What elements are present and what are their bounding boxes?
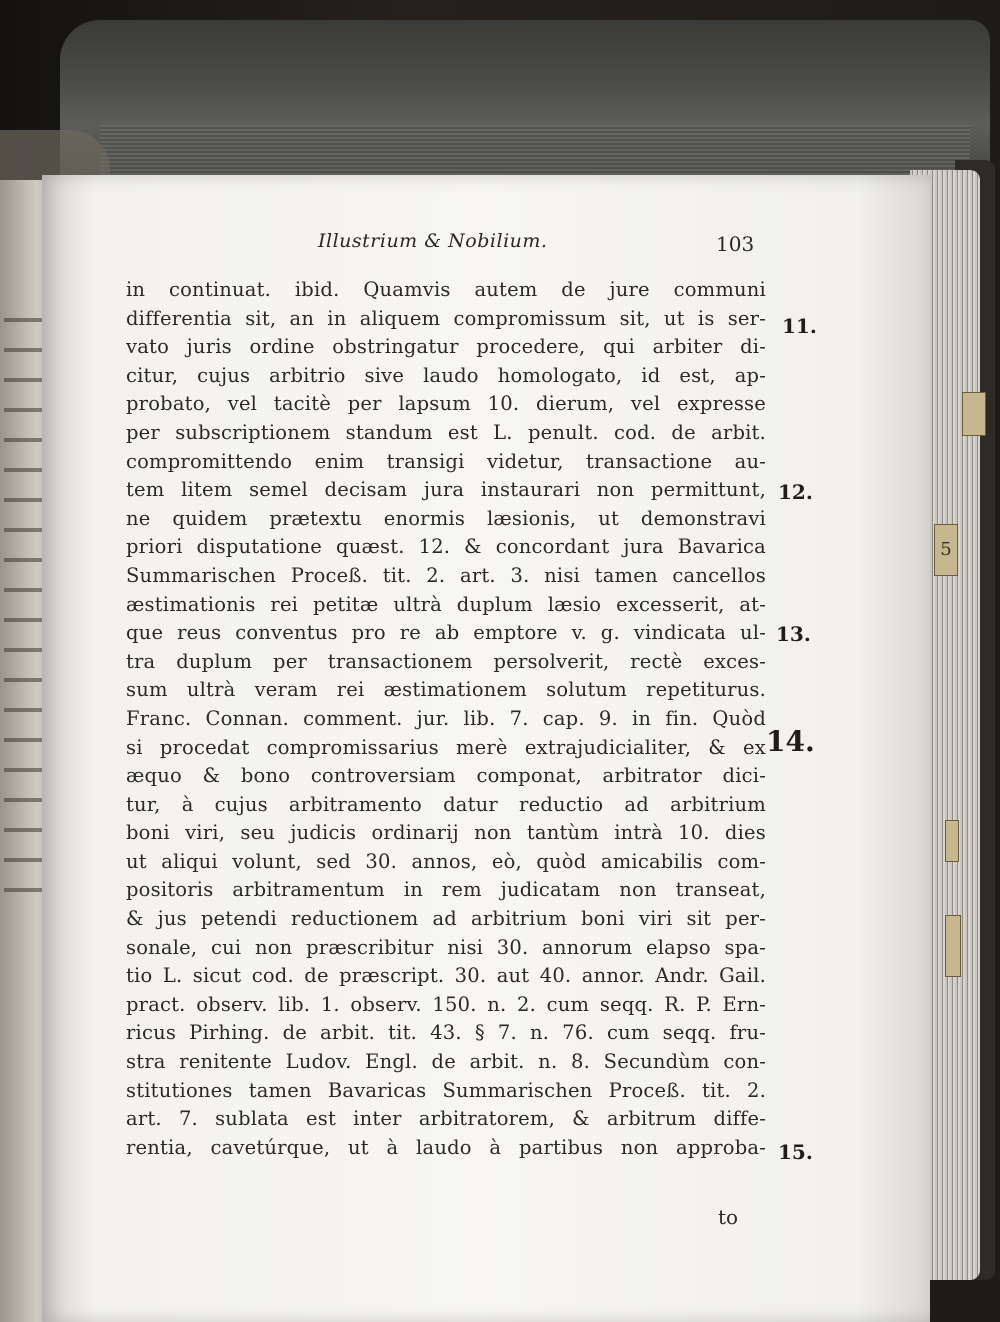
- text-line: que reus conventus pro re ab emptore v. g. vindicata ul-: [126, 621, 766, 645]
- running-title: Illustrium & Nobilium.: [318, 230, 548, 252]
- text-line: tra duplum per transactionem persolverit, rectè exces-: [126, 649, 766, 673]
- text-line: æstimationis rei petitæ ultrà duplum læsio excesserit, at-: [126, 592, 766, 616]
- thumb-tab: [962, 392, 986, 436]
- thumb-tab-label: 5: [940, 539, 952, 560]
- thumb-tab-5: [934, 524, 958, 576]
- text-line: ne quidem prætextu enormis læsionis, ut demonstravi: [126, 506, 766, 530]
- margin-number-14: 14.: [766, 725, 815, 758]
- body-text: [126, 276, 766, 1162]
- text-line: probato, vel tacitè per lapsum 10. dierum, vel expresse: [126, 392, 766, 416]
- text-line: tem litem semel decisam jura instaurari non permittunt,: [126, 478, 766, 502]
- margin-number-11: 11.: [782, 314, 817, 338]
- text-line: stra renitente Ludov. Engl. de arbit. n. 8. Secundùm con-: [126, 1050, 766, 1074]
- book-top-edge: [60, 20, 990, 195]
- margin-number-13: 13.: [776, 622, 811, 646]
- text-line: rentia, cavetúrque, ut à laudo à partibus non approba-: [126, 1135, 766, 1159]
- text-line: in continuat. ibid. Quamvis autem de jure communi: [126, 278, 766, 301]
- text-line: compromittendo enim transigi videtur, transactione au-: [126, 449, 766, 473]
- text-line: ricus Pirhing. de arbit. tit. 43. § 7. n. 76. cum seqq. fru-: [126, 1021, 766, 1045]
- left-page-text: [4, 300, 44, 900]
- text-line: tur, à cujus arbitramento datur reductio ad arbitrium: [126, 792, 766, 816]
- text-line: per subscriptionem standum est L. penult. cod. de arbit.: [126, 420, 766, 444]
- catchword: to: [718, 1205, 739, 1229]
- text-line: tio L. sicut cod. de præscript. 30. aut 40. annor. Andr. Gail.: [126, 964, 766, 988]
- text-line: ut aliqui volunt, sed 30. annos, eò, quòd amicabilis com-: [126, 849, 766, 873]
- text-line: Summarischen Proceß. tit. 2. art. 3. nisi tamen cancellos: [126, 563, 766, 587]
- text-line: art. 7. sublata est inter arbitratorem, & arbitrum diffe-: [126, 1107, 766, 1131]
- text-line: Franc. Connan. comment. jur. lib. 7. cap. 9. in fin. Quòd: [126, 706, 766, 730]
- text-line: differentia sit, an in aliquem compromissum sit, ut is ser-: [126, 306, 766, 330]
- thumb-tab: [945, 915, 961, 977]
- text-line: sonale, cui non præscribitur nisi 30. annorum elapso spa-: [126, 935, 766, 959]
- text-line: boni viri, seu judicis ordinarij non tantùm intrà 10. dies: [126, 821, 766, 845]
- page-number: 103: [716, 232, 755, 256]
- thumb-tab: [945, 820, 959, 862]
- text-line: priori disputatione quæst. 12. & concordant jura Bavarica: [126, 535, 766, 559]
- margin-number-12: 12.: [778, 480, 813, 504]
- text-line: positoris arbitramentum in rem judicatam non transeat,: [126, 878, 766, 902]
- text-line: si procedat compromissarius merè extrajudicialiter, & ex: [126, 735, 766, 759]
- text-line: pract. observ. lib. 1. observ. 150. n. 2. cum seqq. R. P. Ern-: [126, 992, 766, 1016]
- text-line: æquo & bono controversiam componat, arbitrator dici-: [126, 764, 766, 788]
- text-line: stitutiones tamen Bavaricas Summarischen Proceß. tit. 2.: [126, 1078, 766, 1102]
- text-line: & jus petendi reductionem ad arbitrium boni viri sit per-: [126, 907, 766, 931]
- text-line: citur, cujus arbitrio sive laudo homologato, id est, ap-: [126, 363, 766, 387]
- text-line: vato juris ordine obstringatur procedere, qui arbiter di-: [126, 335, 766, 359]
- text-line: sum ultrà veram rei æstimationem solutum repetiturus.: [126, 678, 766, 702]
- margin-number-15: 15.: [778, 1140, 813, 1164]
